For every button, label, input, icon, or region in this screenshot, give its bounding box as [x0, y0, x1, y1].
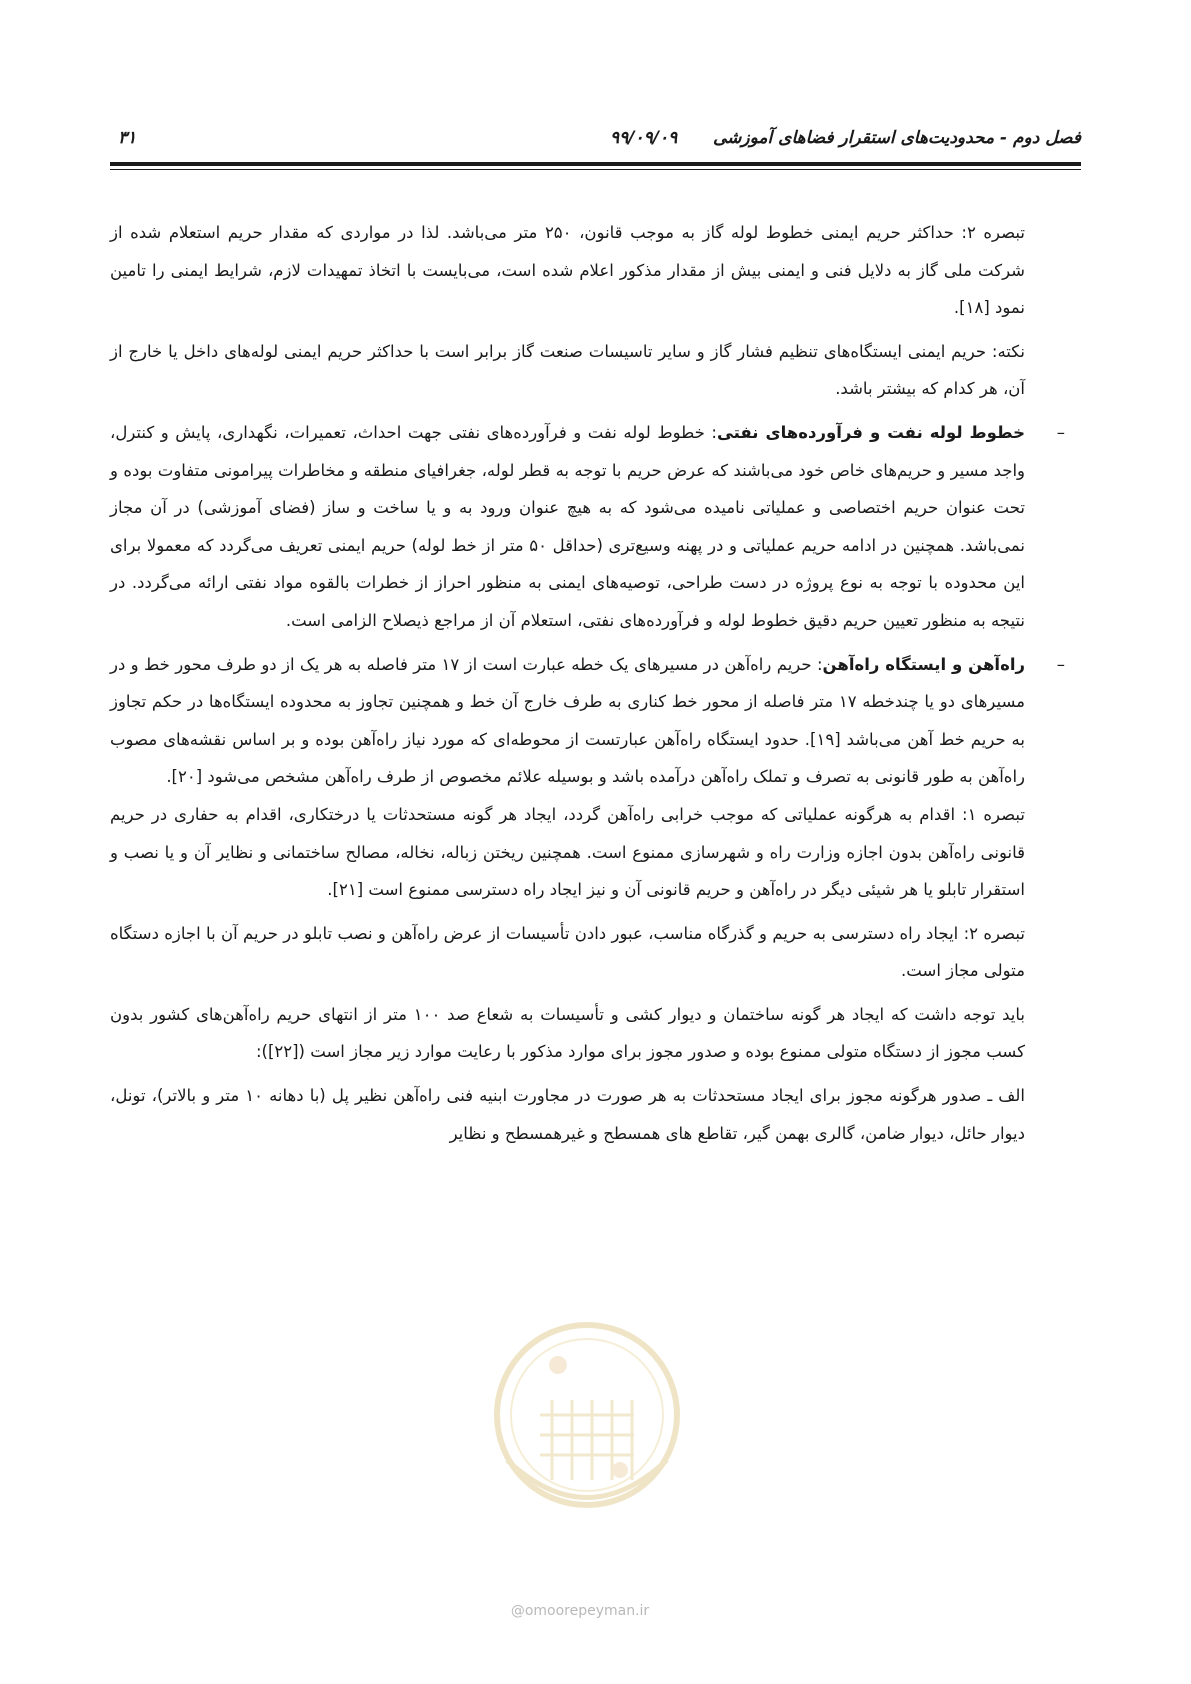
page-header	[110, 128, 1081, 162]
header-date: ۹۹/۰۹/۰۹	[610, 128, 678, 148]
paragraph-railway-100m	[110, 996, 1025, 1071]
paragraph-text: الف ـ صدور هرگونه مجوز برای ایجاد مستحدثات به هر صورت در مجاورت ابنیه فنی راه‌آهن نظیر پل (با دهانه ۱۰ متر و بالاتر)، تونل، دیوار حائل، دیوار ضامن، گالری بهمن گیر، تقاطع های همسطح و غیرهمسطح و نظایر	[110, 1086, 1025, 1143]
bullet-term: راه‌آهن و ایستگاه راه‌آهن	[822, 654, 1025, 674]
paragraph-railway-note-2	[110, 915, 1025, 990]
chapter-title: فصل دوم - محدودیت‌های استقرار فضاهای آموزشی	[712, 128, 1081, 148]
bullet-term: خطوط لوله نفت و فرآورده‌های نفتی	[716, 422, 1025, 442]
paragraph-gas-note-2	[110, 214, 1025, 327]
paragraph-text: باید توجه داشت که ایجاد هر گونه ساختمان و دیوار کشی و تأسیسات به شعاع صد ۱۰۰ متر از انتهای حریم راه‌آهن‌های کشور بدون کسب مجوز از دستگاه متولی ممنوع بوده و صدور مجوز برای موارد مذکور با رعایت موارد زیر مجاز است ([۲۲]):	[110, 1004, 1026, 1062]
paragraph-railway-note-1	[110, 796, 1025, 909]
paragraph-item-alef	[110, 1077, 1025, 1152]
body-text	[110, 214, 1065, 1152]
page-number: ۳۱	[118, 128, 137, 148]
paragraph-text: : حریم راه‌آهن در مسیرهای یک خطه عبارت است از ۱۷ متر فاصله به هر یک از دو طرف محور خط و در مسیرهای دو یا چندخطه ۱۷ متر فاصله از محور خط کناری به طرف خارج آن خط و همچنین تجاوز به محدوده ایستگاه‌ها در حکم تجاوز به حریم خط آهن می‌باشد [۱۹]. حدود ایستگاه راه‌آهن عبارتست از محوطه‌ای که مورد نیاز راه‌آهن بوده و بر اساس نقشه‌های مصوب راه‌آهن به طور قانونی به تصرف و تملک راه‌آهن درآمده باشد و بوسیله علائم مخصوص از طرف راه‌آهن مشخص می‌شود [۲۰].	[110, 654, 1026, 787]
bullet-oil-pipelines	[110, 414, 1065, 640]
paragraph-text: تبصره ۲: ایجاد راه دسترسی به حریم و گذرگاه مناسب، عبور دادن تأسیسات از عرض راه‌آهن و نصب تابلو در حریم آن با اجازه دستگاه متولی مجاز است.	[110, 923, 1025, 981]
paragraph-text: : خطوط لوله نفت و فرآورده‌های نفتی جهت احداث، تعمیرات، نگهداری، پایش و کنترل، واجد مسیر و حریم‌های خاص خود می‌باشند که عرض حریم با توجه به قطر لوله، جغرافیای منطقه و مخاطرات پیرامونی متفاوت بوده و تحت عنوان حریم اختصاصی و عملیاتی نامیده می‌شود که به هیچ عنوان ورود به و یا ساخت و ساز (فضای آموزشی) در آن مجاز نمی‌باشد. همچنین در ادامه حریم عملیاتی و در پهنه وسیع‌تری (حداقل ۵۰ متر از خط لوله) حریم ایمنی تعریف می‌گردد که معمولا برای این محدوده با توجه به نوع پروژه در دست طراحی، توصیه‌های ایمنی به منظور احراز از خطرات بالقوه مواد نفتی ارائه می‌گردد. در نتیجه به منظور تعیین حریم دقیق خطوط لوله و فرآورده‌های نفتی، استعلام آن از مراجع ذیصلاح الزامی است.	[110, 422, 1025, 630]
bullet-dash: –	[1056, 654, 1065, 674]
watermark-url: @omoorepeyman.ir	[510, 1603, 650, 1619]
header-rule-thin	[110, 169, 1081, 170]
bullet-railway	[110, 646, 1065, 796]
paragraph-text: تبصره ۲: حداکثر حریم ایمنی خطوط لوله گاز به موجب قانون، ۲۵۰ متر می‌باشد. لذا در مواردی که مقدار حریم استعلام شده از شرکت ملی گاز به دلایل فنی و ایمنی بیش از مقدار مذکور اعلام شده است، می‌بایست با اتخاذ تمهیدات لازم، شرایط ایمنی را تامین نمود [۱۸].	[110, 223, 1026, 318]
bullet-dash: –	[1056, 422, 1065, 442]
paragraph-text: نکته: حریم ایمنی ایستگاه‌های تنظیم فشار گاز و سایر تاسیسات صنعت گاز برابر است با حداکثر حریم ایمنی لوله‌های داخل یا خارج از آن، هر کدام که بیشتر باشد.	[110, 341, 1025, 399]
paragraph-text: تبصره ۱: اقدام به هرگونه عملیاتی که موجب خرابی راه‌آهن گردد، ایجاد هر گونه مستحدثات یا درختکاری، اقدام به حفاری در حریم قانونی راه‌آهن بدون اجازه وزارت راه و شهرسازی ممنوع است. همچنین ریختن زباله، نخاله، مصالح ساختمانی و نظایر آن و یا نصب و استقرار تابلو یا هر شیئی دیگر در راه‌آهن و حریم قانونی آن و نیز ایجاد راه دسترسی ممنوع است [۲۱].	[110, 804, 1026, 900]
header-rule-thick	[110, 162, 1081, 166]
watermark-logo	[462, 1320, 712, 1550]
paragraph-gas-station-note	[110, 333, 1025, 408]
